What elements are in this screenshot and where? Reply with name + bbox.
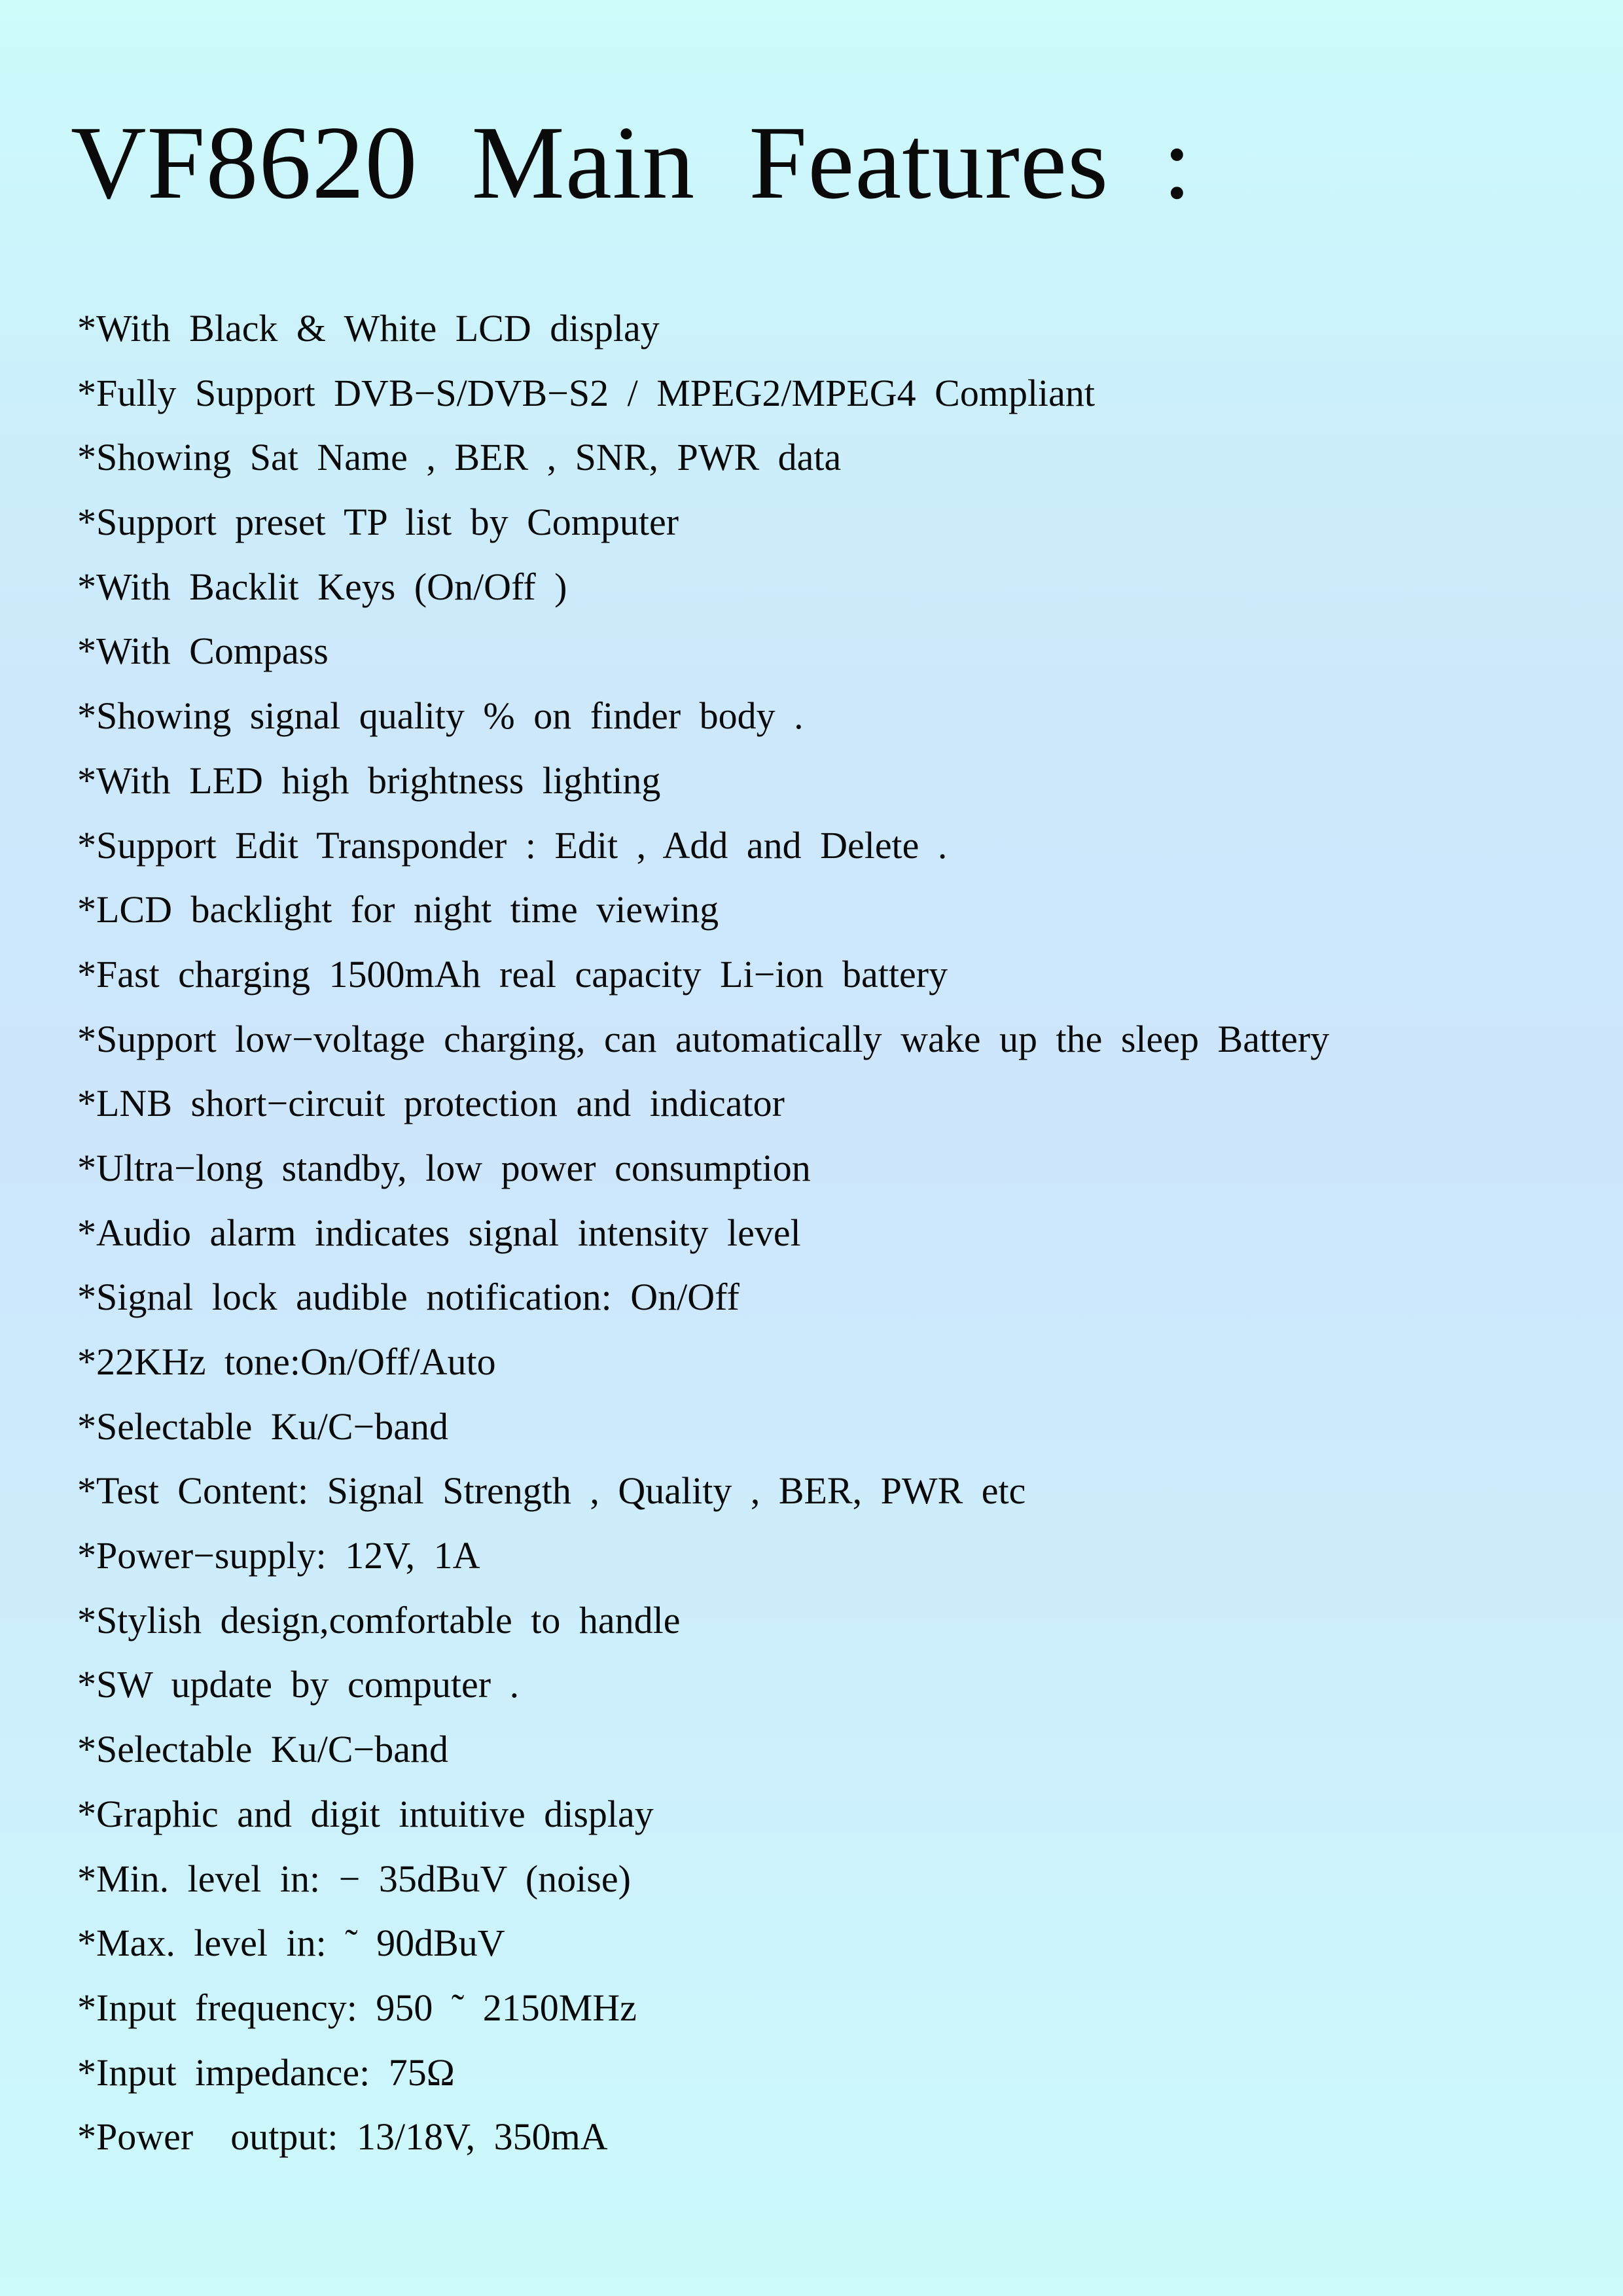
feature-item: *LCD backlight for night time viewing — [77, 888, 719, 931]
feature-item: *SW update by computer . — [77, 1663, 520, 1706]
feature-list — [77, 308, 1329, 2181]
feature-item: *Showing signal quality % on finder body . — [77, 694, 804, 738]
feature-item: *Stylish design,comfortable to handle — [77, 1598, 681, 1641]
feature-item: *Signal lock audible notification: On/Off — [77, 1276, 740, 1319]
feature-item: *Support Edit Transponder : Edit , Add and Delete . — [77, 823, 948, 867]
feature-item: *With Black & White LCD display — [77, 307, 660, 350]
feature-item: *Selectable Ku/C−band — [77, 1405, 448, 1448]
feature-item: *Input frequency: 950 ˜ 2150MHz — [77, 1986, 637, 2029]
feature-item: *Ultra−long standby, low power consumption — [77, 1146, 811, 1189]
feature-item: *Graphic and digit intuitive display — [77, 1792, 654, 1835]
feature-item: *Support preset TP list by Computer — [77, 501, 679, 544]
feature-item: *Test Content: Signal Strength , Quality , BER, PWR etc — [77, 1469, 1026, 1513]
feature-item: *With Compass — [77, 630, 329, 673]
feature-item: *Audio alarm indicates signal intensity level — [77, 1211, 801, 1254]
feature-item: *22KHz tone:On/Off/Auto — [77, 1340, 496, 1383]
feature-item: *Fully Support DVB−S/DVB−S2 / MPEG2/MPEG4 Compliant — [77, 371, 1096, 414]
feature-item: *Power output: 13/18V, 350mA — [77, 2115, 608, 2159]
feature-item: *With Backlit Keys (On/Off ) — [77, 565, 567, 608]
feature-item: *Input impedance: 75Ω — [77, 2051, 455, 2094]
feature-item: *Max. level in: ˜ 90dBuV — [77, 1922, 505, 1965]
feature-item: *Support low−voltage charging, can automatically wake up the sleep Battery — [77, 1017, 1330, 1060]
feature-item: *Showing Sat Name , BER , SNR, PWR data — [77, 436, 842, 479]
feature-item: *Selectable Ku/C−band — [77, 1728, 448, 1771]
feature-item: *Min. level in: − 35dBuV (noise) — [77, 1857, 631, 1900]
feature-item: *Fast charging 1500mAh real capacity Li−ion battery — [77, 952, 948, 996]
page-title: VF8620 Main Features : — [71, 104, 1192, 221]
feature-item: *LNB short−circuit protection and indicator — [77, 1082, 785, 1125]
feature-item: *Power−supply: 12V, 1A — [77, 1534, 480, 1577]
feature-item: *With LED high brightness lighting — [77, 759, 661, 802]
